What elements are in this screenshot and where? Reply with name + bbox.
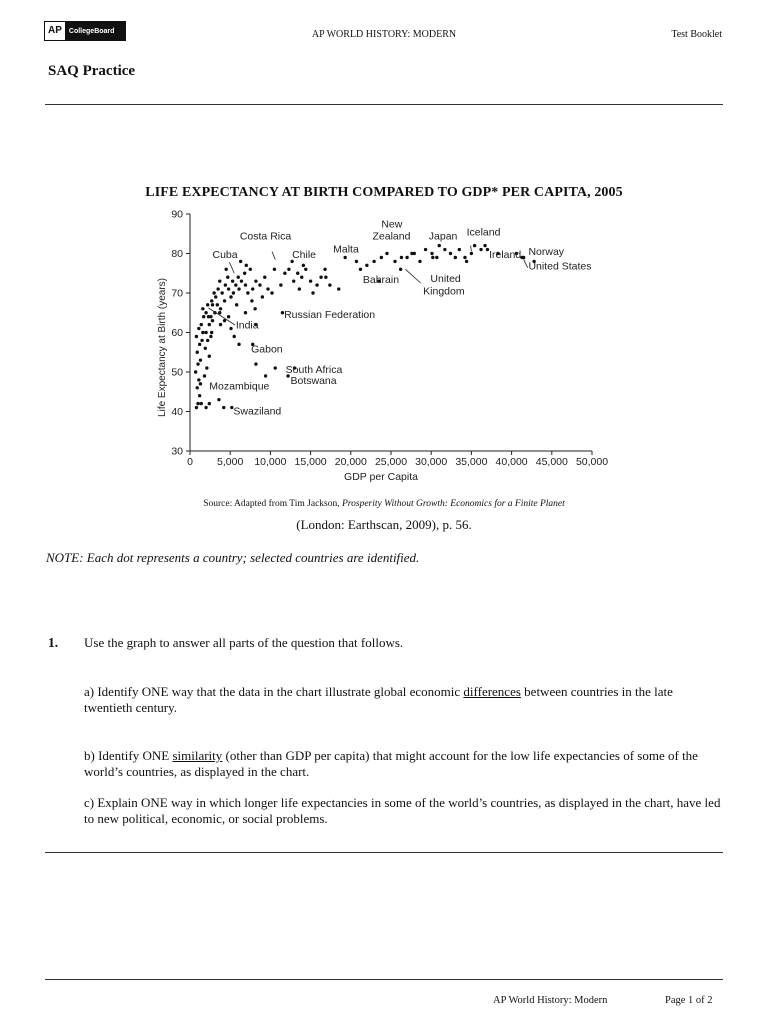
data-point — [283, 272, 286, 275]
y-axis-label: Life Expectancy at Birth (years) — [157, 278, 168, 417]
country-label: Cuba — [212, 249, 238, 262]
data-point — [227, 315, 230, 318]
data-point — [201, 331, 204, 334]
footer-course: AP World History: Modern — [493, 995, 608, 1006]
data-point — [199, 382, 202, 385]
annotation-leader-line — [471, 246, 472, 252]
data-point — [287, 268, 290, 271]
annotation-leader-line — [272, 252, 275, 260]
country-label: New — [381, 218, 403, 231]
data-point — [206, 339, 209, 342]
country-label: Malta — [333, 243, 359, 256]
data-point — [405, 256, 408, 259]
data-point — [207, 315, 210, 318]
data-point — [196, 386, 199, 389]
data-point — [315, 283, 318, 286]
country-label: United — [430, 272, 461, 285]
data-point — [424, 248, 427, 251]
data-point — [204, 311, 207, 314]
data-point — [197, 378, 200, 381]
country-label: Iceland — [466, 226, 501, 239]
source-book-title: Prosperity Without Growth: Economics for a Finite Planet — [342, 499, 565, 509]
data-point — [296, 272, 299, 275]
data-point — [323, 268, 326, 271]
country-label: Kingdom — [423, 285, 465, 298]
chart-note: NOTE: Each dot represents a country; selected countries are identified. — [46, 550, 420, 565]
data-point — [227, 287, 230, 290]
data-point — [203, 374, 206, 377]
data-point — [266, 287, 269, 290]
data-point — [430, 252, 433, 255]
data-point — [355, 260, 358, 263]
annotation-leader-line — [229, 262, 234, 273]
x-tick-label: 25,000 — [374, 456, 408, 468]
data-point — [418, 260, 421, 263]
data-point — [231, 279, 234, 282]
data-point — [385, 252, 388, 255]
section-title: SAQ Practice — [48, 63, 136, 79]
data-point — [443, 248, 446, 251]
data-point — [204, 406, 207, 409]
data-point — [264, 374, 267, 377]
data-point — [304, 268, 307, 271]
data-point — [365, 264, 368, 267]
country-label: Russian Federation — [284, 308, 376, 321]
data-point — [279, 283, 282, 286]
data-point — [410, 252, 413, 255]
country-label: Botswana — [290, 375, 337, 388]
data-point — [208, 323, 211, 326]
data-point — [372, 260, 375, 263]
x-tick-label: 0 — [187, 456, 193, 468]
data-point — [232, 291, 235, 294]
question-part-b — [84, 748, 724, 780]
chart-source-line-1 — [0, 499, 768, 509]
data-point — [302, 264, 305, 267]
data-point — [214, 295, 217, 298]
top-divider — [45, 104, 723, 105]
country-label: Japan — [428, 230, 458, 243]
header-course-title: AP WORLD HISTORY: MODERN — [311, 29, 457, 40]
country-label: Swaziland — [233, 405, 282, 418]
data-point — [449, 252, 452, 255]
x-tick-label: 15,000 — [294, 456, 327, 468]
data-point — [263, 276, 266, 279]
data-point — [435, 256, 438, 259]
data-point — [196, 362, 199, 365]
data-point — [235, 303, 238, 306]
data-point — [470, 252, 473, 255]
data-point — [237, 287, 240, 290]
part-b-text-start: b) Identify ONE — [84, 748, 173, 763]
part-a-text-end: between countries in the late twentieth century. — [84, 684, 673, 715]
question-divider — [45, 852, 723, 853]
part-a-text-start: a) Identify ONE way that the data in the chart illustrate global economic — [84, 684, 464, 699]
country-label: Chile — [292, 249, 317, 262]
part-b-underlined-word: similarity — [172, 748, 223, 763]
data-point — [483, 244, 486, 247]
x-tick-label: 35,000 — [455, 456, 488, 468]
y-tick-label: 40 — [171, 406, 183, 418]
part-a-underlined-word: differences — [463, 684, 521, 699]
data-point — [311, 291, 314, 294]
data-point — [298, 287, 301, 290]
data-point — [254, 279, 257, 282]
y-tick-label: 30 — [171, 445, 183, 458]
data-point — [224, 283, 227, 286]
country-label: Mozambique — [209, 380, 270, 393]
data-point — [219, 307, 222, 310]
data-point — [218, 279, 221, 282]
country-label: Costa Rica — [239, 230, 292, 243]
data-point — [195, 406, 198, 409]
data-point — [196, 402, 199, 405]
data-point — [216, 303, 219, 306]
country-label: Gabon — [251, 343, 283, 356]
data-point — [196, 351, 199, 354]
data-point — [380, 256, 383, 259]
data-point — [201, 307, 204, 310]
data-point — [198, 343, 201, 346]
data-point — [204, 331, 207, 334]
question-number: 1. — [48, 635, 59, 650]
data-point — [211, 319, 214, 322]
data-point — [328, 283, 331, 286]
y-tick-label: 70 — [171, 287, 183, 300]
data-point — [245, 264, 248, 267]
data-point — [393, 260, 396, 263]
footer-divider — [45, 979, 723, 980]
country-label: South Africa — [285, 363, 343, 376]
data-point — [206, 303, 209, 306]
data-point — [234, 283, 237, 286]
data-point — [210, 331, 213, 334]
annotation-leader-line — [524, 259, 528, 267]
country-label: Zealand — [372, 230, 411, 243]
data-point — [359, 268, 362, 271]
chart-source-line-2: (London: Earthscan, 2009), p. 56. — [296, 517, 472, 532]
data-point — [337, 287, 340, 290]
data-point — [465, 260, 468, 263]
x-tick-label: 45,000 — [535, 456, 568, 468]
data-point — [300, 276, 303, 279]
data-point — [253, 307, 256, 310]
x-tick-label: 30,000 — [415, 456, 448, 468]
y-tick-label: 50 — [171, 366, 183, 379]
x-axis-label: GDP per Capita — [344, 471, 418, 483]
data-point — [250, 299, 253, 302]
data-point — [222, 406, 225, 409]
x-tick-label: 5,000 — [217, 456, 244, 468]
data-point — [216, 287, 219, 290]
data-point — [458, 248, 461, 251]
data-point — [244, 311, 247, 314]
collegeboard-logo-text: CollegeBoard — [68, 27, 115, 35]
data-point — [292, 279, 295, 282]
data-point — [200, 402, 203, 405]
data-point — [197, 327, 200, 330]
data-point — [319, 276, 322, 279]
data-point — [211, 303, 214, 306]
data-point — [251, 287, 254, 290]
data-point — [463, 256, 466, 259]
country-label: United States — [528, 260, 592, 273]
data-point — [195, 335, 198, 338]
data-point — [229, 295, 232, 298]
chart-annotations — [208, 218, 591, 417]
annotation-leader-line — [405, 269, 420, 283]
y-tick-label: 90 — [171, 208, 183, 221]
data-point — [204, 347, 207, 350]
data-point — [202, 315, 205, 318]
data-point — [200, 323, 203, 326]
data-point — [229, 327, 232, 330]
data-point — [243, 272, 246, 275]
y-tick-label: 60 — [171, 327, 183, 339]
data-point — [244, 283, 247, 286]
header-booklet-label: Test Booklet — [671, 29, 722, 40]
data-point — [200, 339, 203, 342]
data-point — [246, 291, 249, 294]
country-label: Ireland — [489, 248, 522, 261]
data-point — [220, 291, 223, 294]
data-point — [219, 323, 222, 326]
data-point — [239, 260, 242, 263]
data-point — [233, 335, 236, 338]
data-point — [237, 343, 240, 346]
data-point — [217, 398, 220, 401]
data-point — [226, 276, 229, 279]
question-part-c: c) Explain ONE way in which longer life expectancies in some of the world’s countries, as displayed in the chart, have led to new political, economic, or social problems. — [84, 795, 721, 826]
data-point — [198, 394, 201, 397]
data-point — [438, 244, 441, 247]
data-point — [473, 244, 476, 247]
data-point — [258, 283, 261, 286]
country-label: India — [235, 319, 259, 332]
data-point — [324, 276, 327, 279]
data-point — [208, 355, 211, 358]
data-point — [194, 370, 197, 373]
x-tick-label: 20,000 — [334, 456, 367, 468]
data-point — [223, 299, 226, 302]
data-point — [454, 256, 457, 259]
data-point — [208, 402, 211, 405]
chart-title: LIFE EXPECTANCY AT BIRTH COMPARED TO GDP* PER CAPITA, 2005 — [145, 185, 623, 200]
data-point — [400, 256, 403, 259]
country-label: Norway — [528, 246, 565, 259]
question-intro: Use the graph to answer all parts of the question that follows. — [84, 635, 404, 650]
data-point — [218, 311, 221, 314]
question-part-a — [84, 684, 724, 716]
x-tick-label: 10,000 — [254, 456, 287, 468]
data-point — [309, 279, 312, 282]
source-prefix: Source: Adapted from Tim Jackson, — [203, 499, 342, 509]
data-point — [273, 268, 276, 271]
data-point — [224, 268, 227, 271]
data-point — [274, 366, 277, 369]
ap-logo-text: AP — [45, 22, 65, 40]
data-point — [212, 291, 215, 294]
footer-page-number: Page 1 of 2 — [665, 995, 713, 1006]
data-point — [210, 299, 213, 302]
data-point — [261, 295, 264, 298]
data-point — [237, 276, 240, 279]
data-point — [249, 268, 252, 271]
y-tick-label: 80 — [171, 248, 183, 260]
life-expectancy-scatter-chart — [140, 200, 620, 490]
data-point — [343, 256, 346, 259]
data-point — [431, 256, 434, 259]
data-point — [399, 268, 402, 271]
country-label: Bahrain — [362, 274, 400, 287]
data-point — [209, 335, 212, 338]
data-point — [479, 248, 482, 251]
data-point — [199, 358, 202, 361]
part-b-text-end: (other than GDP per capita) that might account for the low life expectancies of some of the world’s countries, as displayed in the chart. — [84, 748, 698, 779]
x-tick-label: 40,000 — [495, 456, 528, 468]
data-point — [270, 291, 273, 294]
x-tick-label: 50,000 — [575, 456, 609, 468]
data-point — [240, 279, 243, 282]
data-point — [205, 366, 208, 369]
data-point — [254, 362, 257, 365]
